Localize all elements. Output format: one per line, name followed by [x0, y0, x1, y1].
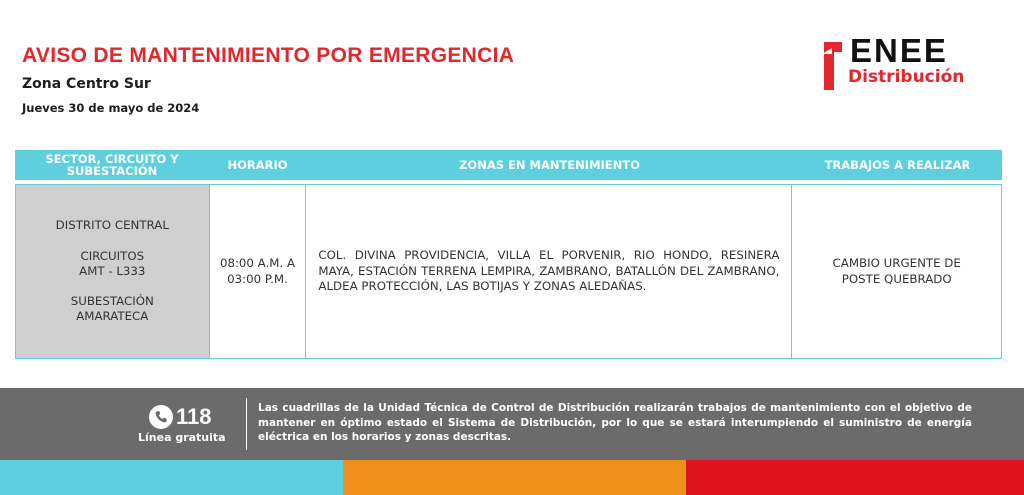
color-stripes [0, 460, 1024, 495]
cell-schedule [210, 185, 307, 358]
footer-notice: Las cuadrillas de la Unidad Técnica de Control de Distribución realizarán trabajos de mantenimiento con el objetivo de mantener en óptimo estado el Sistema de Distribución, por lo que se estará interumpiendo el suministro de energía eléctrica en los horarios y zonas descritas. [258, 402, 972, 444]
footer-bar [0, 388, 1024, 460]
cell-sector [16, 185, 210, 358]
circuits-label: CIRCUITOS [80, 248, 145, 263]
header-sector: SECTOR, CIRCUITO Y SUBESTACIÓN [45, 151, 179, 178]
notice-date: Jueves 30 de mayo de 2024 [22, 101, 200, 115]
table-header [15, 150, 1002, 180]
logo-subtitle: Distribución [848, 67, 965, 87]
works-line-2: POSTE QUEBRADO [841, 271, 952, 286]
district-name: DISTRITO CENTRAL [55, 218, 169, 233]
phone-label: Línea gratuita [138, 431, 226, 444]
stripe-orange [343, 460, 686, 495]
logo-brand: ENEE [850, 32, 948, 69]
time-start: 08:00 A.M. A [219, 256, 296, 271]
zones-text: COL. DIVINA PROVIDENCIA, VILLA EL PORVENIR, RIO HONDO, RESINERA MAYA, ESTACIÓN TERRENA LEMPIRA, ZAMBRANO, BATALLÓN DEL ZAMBRANO, ALDEA PROTECCIÓN, LAS BOTIJAS Y ZONAS ALEDAÑAS. [318, 248, 780, 294]
stripe-cyan [0, 460, 343, 495]
notice-title: AVISO DE MANTENIMIENTO POR EMERGENCIA [22, 44, 515, 67]
header-zones: ZONAS EN MANTENIMIENTO [459, 157, 640, 172]
substation-value: AMARATECA [76, 309, 149, 324]
time-end: 03:00 P.M. [227, 271, 288, 286]
table-row [15, 184, 1002, 359]
zone-name: Zona Centro Sur [22, 76, 151, 92]
circuits-value: AMT - L333 [79, 263, 146, 278]
cell-works [792, 185, 1001, 358]
phone-number: 118 [176, 404, 212, 429]
enee-logo-mark-icon [822, 40, 846, 92]
maintenance-table [15, 150, 1002, 359]
substation-label: SUBESTACIÓN [70, 294, 154, 309]
phone-icon [149, 405, 173, 429]
footer-divider [246, 398, 247, 450]
stripe-red [686, 460, 1024, 495]
header-schedule: HORARIO [227, 157, 288, 172]
works-line-1: CAMBIO URGENTE DE [832, 256, 961, 271]
enee-logo [822, 32, 997, 94]
header-works: TRABAJOS A REALIZAR [824, 157, 971, 172]
cell-zones [306, 185, 792, 358]
